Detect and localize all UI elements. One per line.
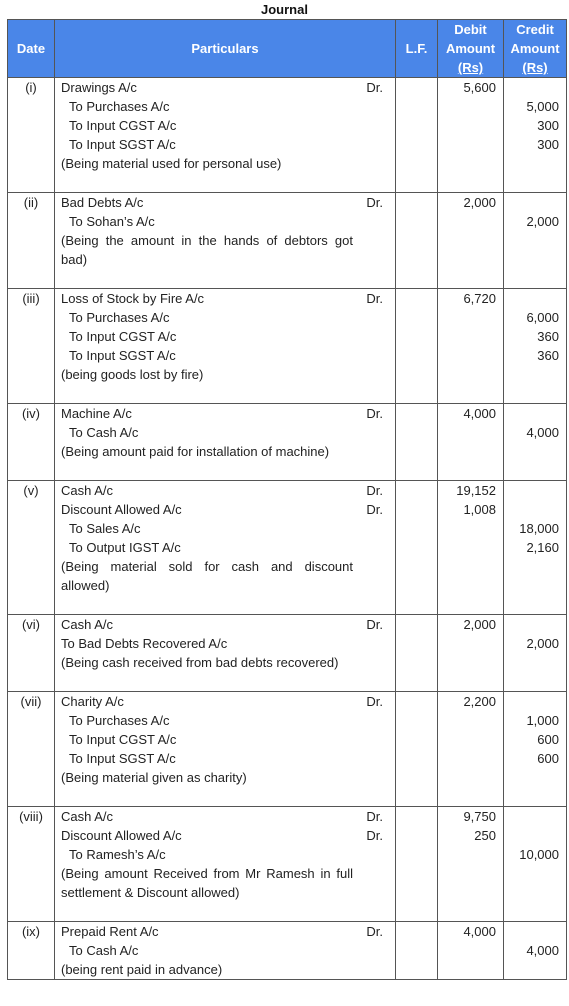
- entry-debit: [438, 615, 504, 692]
- account-line: [61, 615, 391, 634]
- entry-date-label: (viii): [19, 809, 43, 824]
- narration: (Being amount Received from Mr Ramesh in full settlement & Discount allowed): [61, 866, 353, 900]
- debit-amount: [438, 519, 496, 538]
- dr-marker: Dr.: [366, 502, 383, 517]
- header-debit-line: Amount: [445, 41, 496, 56]
- credit-amount: 4,000: [526, 425, 559, 440]
- debit-amount: [438, 749, 496, 768]
- credit-amount: [504, 826, 559, 845]
- journal-entry-row: [8, 481, 567, 615]
- dr-marker: [383, 749, 391, 768]
- entry-credit: [504, 404, 567, 481]
- credit-amount: 360: [537, 348, 559, 363]
- credit-amount: 18,000: [519, 521, 559, 536]
- account-name: To Sales A/c: [69, 521, 141, 536]
- debit-amount: 1,008: [463, 502, 496, 517]
- narration: (Being the amount in the hands of debtors got bad): [61, 233, 353, 267]
- account-name: Cash A/c: [61, 483, 114, 498]
- entry-debit: [438, 692, 504, 807]
- account-line: [61, 308, 391, 327]
- entry-credit: [504, 78, 567, 193]
- dr-marker: Dr.: [366, 694, 383, 709]
- entry-credit: [504, 193, 567, 289]
- account-line: [61, 404, 391, 423]
- dr-marker: [383, 634, 391, 653]
- account-name: Loss of Stock by Fire A/c: [61, 291, 205, 306]
- account-line: [61, 922, 391, 941]
- entry-date: [8, 922, 55, 980]
- account-name: To Input CGST A/c: [69, 732, 177, 747]
- account-line: [61, 135, 391, 154]
- debit-amount: [438, 730, 496, 749]
- debit-amount: 4,000: [463, 924, 496, 939]
- account-line: [61, 78, 391, 97]
- debit-amount: 4,000: [463, 406, 496, 421]
- debit-amount: 5,600: [463, 80, 496, 95]
- journal-entry-row: [8, 78, 567, 193]
- account-name: To Sohan’s A/c: [69, 214, 155, 229]
- entry-date-label: (iv): [21, 406, 41, 421]
- dr-marker: [383, 135, 391, 154]
- entry-particulars: [55, 615, 396, 692]
- entry-credit: [504, 289, 567, 404]
- entry-particulars: [55, 78, 396, 193]
- entry-lf: [396, 922, 438, 980]
- account-name: To Ramesh’s A/c: [69, 847, 166, 862]
- account-name: Discount Allowed A/c: [61, 502, 182, 517]
- entry-date: [8, 481, 55, 615]
- journal-entry-row: [8, 922, 567, 980]
- account-line: [61, 519, 391, 538]
- account-name: To Input CGST A/c: [69, 118, 177, 133]
- credit-amount: 5,000: [526, 99, 559, 114]
- entry-particulars: [55, 481, 396, 615]
- account-line: [61, 941, 391, 960]
- entry-credit: [504, 922, 567, 980]
- entry-credit: [504, 807, 567, 922]
- account-name: Machine A/c: [61, 406, 132, 421]
- entry-date-label: (ix): [21, 924, 41, 939]
- journal-entry-row: [8, 193, 567, 289]
- entry-particulars: [55, 289, 396, 404]
- entry-particulars: [55, 193, 396, 289]
- credit-amount: 360: [537, 329, 559, 344]
- account-line: [61, 193, 391, 212]
- entry-lf: [396, 481, 438, 615]
- header-lf: L.F.: [396, 20, 438, 78]
- header-debit: [438, 20, 504, 78]
- header-credit: [504, 20, 567, 78]
- account-line: [61, 538, 391, 557]
- account-line: [61, 711, 391, 730]
- dr-marker: [383, 423, 391, 442]
- account-line: [61, 826, 391, 845]
- dr-marker: Dr.: [366, 195, 383, 210]
- debit-amount: 250: [474, 828, 496, 843]
- credit-amount: 10,000: [519, 847, 559, 862]
- dr-marker: [383, 711, 391, 730]
- narration: (Being material sold for cash and discount allowed): [61, 559, 353, 593]
- journal-entry-row: [8, 404, 567, 481]
- entry-debit: [438, 922, 504, 980]
- entry-date: [8, 692, 55, 807]
- credit-amount: [504, 481, 559, 500]
- debit-amount: 6,720: [463, 291, 496, 306]
- dr-marker: Dr.: [366, 924, 383, 939]
- entry-date-label: (vii): [20, 694, 42, 709]
- table-header: [8, 20, 567, 78]
- account-name: Drawings A/c: [61, 80, 137, 95]
- account-name: To Input SGST A/c: [69, 751, 176, 766]
- credit-amount: 2,000: [526, 214, 559, 229]
- credit-amount: 2,000: [526, 636, 559, 651]
- narration: (Being material given as charity): [61, 770, 247, 785]
- entry-date-label: (vi): [21, 617, 41, 632]
- account-name: Prepaid Rent A/c: [61, 924, 159, 939]
- account-line: [61, 346, 391, 365]
- credit-amount: [504, 78, 559, 97]
- account-line: [61, 730, 391, 749]
- header-debit-line: (Rs): [457, 60, 484, 75]
- account-name: To Purchases A/c: [69, 713, 170, 728]
- debit-amount: [438, 212, 496, 231]
- account-line: [61, 481, 391, 500]
- dr-marker: [383, 519, 391, 538]
- header-particulars: Particulars: [55, 20, 396, 78]
- narration: (Being amount paid for installation of machine): [61, 444, 330, 459]
- journal-entry-row: [8, 807, 567, 922]
- credit-amount: 300: [537, 118, 559, 133]
- debit-amount: [438, 116, 496, 135]
- credit-amount: [504, 615, 559, 634]
- debit-amount: [438, 308, 496, 327]
- header-date: Date: [8, 20, 55, 78]
- journal-title: Journal: [261, 2, 308, 17]
- entry-lf: [396, 78, 438, 193]
- dr-marker: [383, 116, 391, 135]
- header-credit-line: (Rs): [522, 60, 548, 75]
- dr-marker: [383, 346, 391, 365]
- entry-debit: [438, 193, 504, 289]
- dr-marker: Dr.: [366, 291, 383, 306]
- account-name: To Cash A/c: [69, 943, 139, 958]
- entry-particulars: [55, 922, 396, 980]
- credit-amount: [504, 692, 559, 711]
- debit-amount: 19,152: [456, 483, 496, 498]
- dr-marker: Dr.: [366, 617, 383, 632]
- entry-credit: [504, 692, 567, 807]
- credit-amount: 6,000: [526, 310, 559, 325]
- entry-debit: [438, 289, 504, 404]
- narration: (being rent paid in advance): [61, 962, 223, 977]
- account-line: [61, 500, 391, 519]
- credit-amount: 600: [537, 751, 559, 766]
- debit-amount: [438, 97, 496, 116]
- entry-date-label: (iii): [22, 291, 40, 306]
- debit-amount: 9,750: [463, 809, 496, 824]
- header-credit-line: Amount: [510, 41, 560, 56]
- debit-amount: [438, 538, 496, 557]
- dr-marker: [383, 308, 391, 327]
- narration: (Being material used for personal use): [61, 156, 282, 171]
- entry-particulars: [55, 807, 396, 922]
- entry-lf: [396, 404, 438, 481]
- credit-amount: 2,160: [526, 540, 559, 555]
- narration: (being goods lost by fire): [61, 367, 204, 382]
- entry-lf: [396, 807, 438, 922]
- entry-date: [8, 193, 55, 289]
- journal-entry-row: [8, 692, 567, 807]
- entry-debit: [438, 404, 504, 481]
- account-line: [61, 692, 391, 711]
- debit-amount: [438, 845, 496, 864]
- account-name: Bad Debts A/c: [61, 195, 144, 210]
- entry-date-label: (v): [23, 483, 39, 498]
- dr-marker: [383, 212, 391, 231]
- entry-date: [8, 807, 55, 922]
- entry-date: [8, 404, 55, 481]
- account-name: To Purchases A/c: [69, 99, 170, 114]
- account-name: To Input CGST A/c: [69, 329, 177, 344]
- dr-marker: Dr.: [366, 809, 383, 824]
- entry-debit: [438, 807, 504, 922]
- debit-amount: [438, 711, 496, 730]
- journal-entry-row: [8, 615, 567, 692]
- dr-marker: [383, 845, 391, 864]
- debit-amount: [438, 423, 496, 442]
- account-line: [61, 749, 391, 768]
- account-name: To Bad Debts Recovered A/c: [61, 636, 228, 651]
- narration: (Being cash received from bad debts recovered): [61, 655, 339, 670]
- dr-marker: [383, 327, 391, 346]
- entry-date: [8, 289, 55, 404]
- entry-credit: [504, 615, 567, 692]
- credit-amount: [504, 807, 559, 826]
- dr-marker: Dr.: [366, 483, 383, 498]
- header-credit-line: Credit: [516, 22, 554, 37]
- account-line: [61, 634, 391, 653]
- account-name: To Input SGST A/c: [69, 137, 176, 152]
- dr-marker: Dr.: [366, 80, 383, 95]
- debit-amount: 2,200: [463, 694, 496, 709]
- entry-debit: [438, 78, 504, 193]
- account-line: [61, 807, 391, 826]
- entry-debit: [438, 481, 504, 615]
- account-line: [61, 212, 391, 231]
- account-line: [61, 327, 391, 346]
- journal-table: [7, 19, 567, 980]
- entry-date: [8, 615, 55, 692]
- account-line: [61, 423, 391, 442]
- entry-particulars: [55, 404, 396, 481]
- credit-amount: 4,000: [526, 943, 559, 958]
- dr-marker: Dr.: [366, 828, 383, 843]
- account-name: Cash A/c: [61, 617, 114, 632]
- debit-amount: [438, 346, 496, 365]
- credit-amount: [504, 289, 559, 308]
- debit-amount: [438, 634, 496, 653]
- dr-marker: [383, 538, 391, 557]
- debit-amount: 2,000: [463, 617, 496, 632]
- account-name: To Output IGST A/c: [69, 540, 181, 555]
- account-line: [61, 116, 391, 135]
- entry-date: [8, 78, 55, 193]
- debit-amount: 2,000: [463, 195, 496, 210]
- credit-amount: 300: [537, 137, 559, 152]
- account-name: Discount Allowed A/c: [61, 828, 182, 843]
- credit-amount: [504, 404, 559, 423]
- entry-date-label: (ii): [23, 195, 39, 210]
- debit-amount: [438, 135, 496, 154]
- account-name: Charity A/c: [61, 694, 124, 709]
- journal-body: [8, 78, 567, 980]
- entry-lf: [396, 289, 438, 404]
- dr-marker: [383, 941, 391, 960]
- credit-amount: [504, 500, 559, 519]
- entry-credit: [504, 481, 567, 615]
- dr-marker: Dr.: [366, 406, 383, 421]
- account-line: [61, 845, 391, 864]
- account-name: To Input SGST A/c: [69, 348, 176, 363]
- debit-amount: [438, 327, 496, 346]
- credit-amount: 1,000: [526, 713, 559, 728]
- debit-amount: [438, 941, 496, 960]
- header-debit-line: Debit: [454, 22, 487, 37]
- entry-particulars: [55, 692, 396, 807]
- account-name: To Cash A/c: [69, 425, 139, 440]
- account-name: To Purchases A/c: [69, 310, 170, 325]
- credit-amount: [504, 922, 559, 941]
- entry-lf: [396, 193, 438, 289]
- account-line: [61, 97, 391, 116]
- entry-lf: [396, 615, 438, 692]
- account-name: Cash A/c: [61, 809, 114, 824]
- entry-lf: [396, 692, 438, 807]
- credit-amount: 600: [537, 732, 559, 747]
- account-line: [61, 289, 391, 308]
- entry-date-label: (i): [25, 80, 37, 95]
- credit-amount: [504, 193, 559, 212]
- dr-marker: [383, 730, 391, 749]
- journal-entry-row: [8, 289, 567, 404]
- dr-marker: [383, 97, 391, 116]
